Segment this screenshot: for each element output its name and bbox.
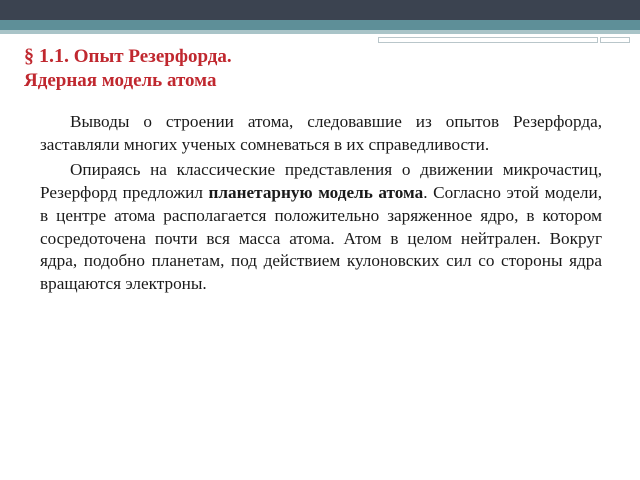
header-teal-band [0,20,640,30]
slide-title [24,44,524,93]
paragraph-planetary-model [40,159,602,295]
slide-body [40,111,602,299]
paragraph2-intro: Опираясь на классические представления о движении микрочастиц, Резерфорд предложил [40,160,602,203]
title-section-number: § 1.1. [24,45,69,67]
paragraph-conclusions: Выводы о строении атома, следовавшие из опытов Резерфорда, заставляли многих ученых сомневаться в их справедливости. [40,112,602,154]
paragraph2-rest: . Согласно этой модели, в центре атома располагается положительно заряженное ядро, в котором сосредоточена почти вся масса атома. Атом в целом нейтрален. Вокруг ядра, подобно планетам, под действием кулоновских сил со стороны ядра вращаются электроны. [40,183,602,293]
header-accent-bar-right [600,37,630,43]
title-text: Опыт Резерфорда. [69,46,232,67]
title-subtitle: Ядерная модель атома [24,70,217,91]
planetary-model-term: планетарную модель атома [208,183,424,203]
header-light-band [0,30,640,34]
header-dark-band [0,0,640,20]
header-accent-bar [378,37,598,43]
